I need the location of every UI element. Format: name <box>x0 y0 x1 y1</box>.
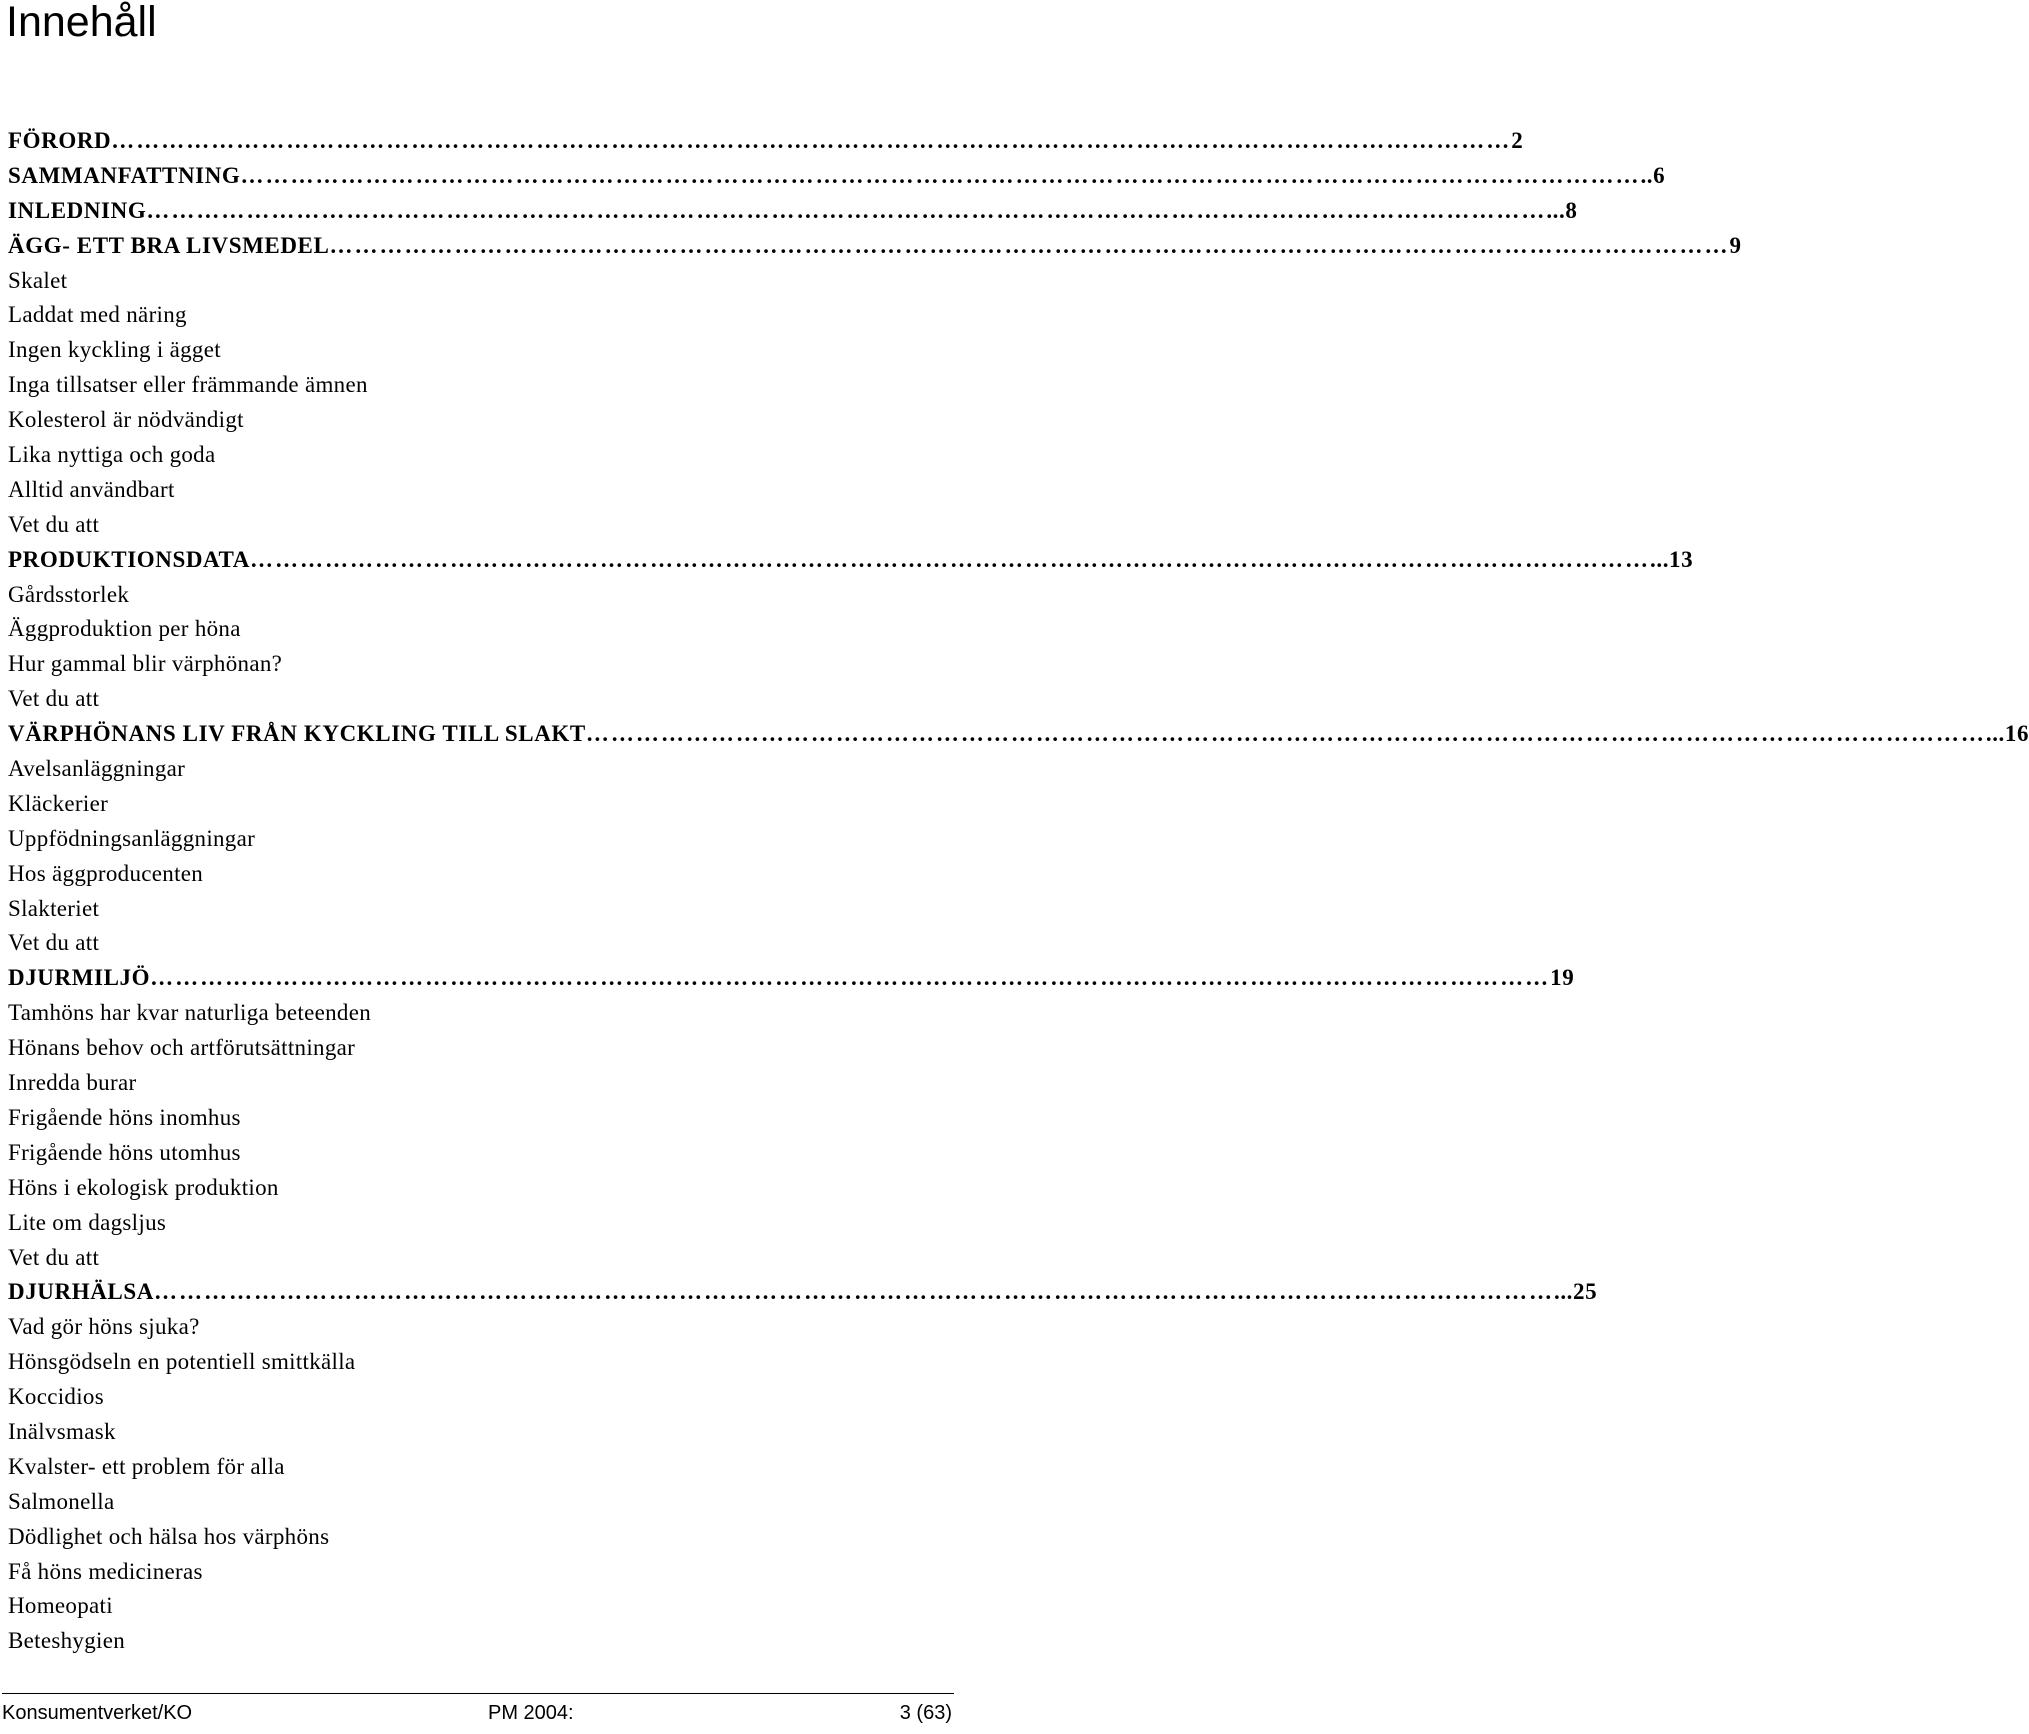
toc-subitem: Kläckerier <box>8 790 109 816</box>
toc-heading-title: ÄGG- ETT BRA LIVSMEDEL <box>8 232 330 258</box>
toc-subitem: Hönsgödseln en potentiell smittkälla <box>8 1349 356 1375</box>
toc-subitem: Kvalster- ett problem för alla <box>8 1453 285 1479</box>
toc-dot-leader: …………………………………………………………………………………………………………………………………………………… <box>111 128 1512 153</box>
footer-page-number: 3 (63) <box>899 1702 952 1724</box>
toc-heading-djurmiljo <box>8 961 1575 996</box>
toc-heading-title: INLEDNING <box>8 197 147 223</box>
toc-heading-djurhalsa <box>8 1275 1598 1310</box>
toc-subitem: Gårdsstorlek <box>8 581 130 607</box>
toc-heading-sammanfattning <box>8 159 1666 194</box>
toc-page-number: ...13 <box>1650 546 1694 572</box>
toc-heading-agg-livsmedel <box>8 229 1742 264</box>
toc-subitem: Frigående höns utomhus <box>8 1139 241 1165</box>
toc-subitem: Slakteriet <box>8 895 100 921</box>
toc-heading-inledning <box>8 194 1578 229</box>
toc-dot-leader: …………………………………………………………………………………………………………………………………………………… <box>329 232 1730 258</box>
footer-publisher: Konsumentverket/KO <box>2 1702 193 1724</box>
toc-heading-title: DJURHÄLSA <box>8 1279 154 1305</box>
toc-subitem: Inälvsmask <box>8 1418 116 1444</box>
toc-subitem: Höns i ekologisk produktion <box>8 1174 279 1200</box>
toc-dot-leader: …………………………………………………………………………………………………………………………………………………… <box>153 1279 1554 1305</box>
toc-subitem: Äggproduktion per höna <box>8 616 241 642</box>
toc-dot-leader: …………………………………………………………………………………………………………………………………………………… <box>150 965 1551 991</box>
toc-page-number: ...25 <box>1553 1279 1598 1305</box>
toc-dot-leader: …………………………………………………………………………………………………………………………………………………… <box>146 197 1547 223</box>
toc-heading-title: DJURMILJÖ <box>8 965 151 991</box>
toc-heading-title: FÖRORD <box>8 128 112 153</box>
toc-subitem: Hur gammal blir värphönan? <box>8 651 283 677</box>
toc-subitem: Alltid användbart <box>8 476 175 502</box>
toc-subitem: Vet du att <box>8 930 100 956</box>
toc-heading-varphonans-liv <box>8 717 2029 752</box>
toc-subitem: Beteshygien <box>8 1628 125 1654</box>
toc-dot-leader: …………………………………………………………………………………………………………………………………………………… <box>250 546 1650 572</box>
toc-subitem: Vet du att <box>8 686 100 712</box>
toc-subitem: Ingen kyckling i ägget <box>8 337 221 363</box>
table-of-contents <box>8 124 2029 1659</box>
page-title: Innehåll <box>6 0 157 46</box>
toc-heading-title: PRODUKTIONSDATA <box>8 546 250 572</box>
footer-divider <box>2 1693 954 1694</box>
toc-subitem: Skalet <box>8 267 68 293</box>
toc-dot-leader: …………………………………………………………………………………………………………………………………………………… <box>240 162 1641 188</box>
toc-subitem: Frigående höns inomhus <box>8 1104 241 1130</box>
toc-heading-produktionsdata <box>8 543 1694 578</box>
toc-subitem: Homeopati <box>8 1593 113 1619</box>
toc-heading-fororord <box>8 124 1524 159</box>
toc-subitem: Inga tillsatser eller främmande ämnen <box>8 372 368 398</box>
toc-subitem: Salmonella <box>8 1488 115 1514</box>
toc-subitem: Vet du att <box>8 1244 100 1270</box>
toc-heading-title: VÄRPHÖNANS LIV FRÅN KYCKLING TILL SLAKT <box>8 721 586 747</box>
toc-subitem: Avelsanläggningar <box>8 756 186 782</box>
toc-subitem: Få höns medicineras <box>8 1558 203 1584</box>
toc-subitem: Lite om dagsljus <box>8 1209 167 1235</box>
toc-page-number: ...16 <box>1985 721 2029 747</box>
toc-subitem: Hos äggproducenten <box>8 860 204 886</box>
toc-heading-title: SAMMANFATTNING <box>8 162 241 188</box>
toc-subitem: Vad gör höns sjuka? <box>8 1314 200 1340</box>
toc-subitem: Vet du att <box>8 511 100 537</box>
toc-subitem: Tamhöns har kvar naturliga beteenden <box>8 1000 371 1026</box>
toc-subitem: Hönans behov och artförutsättningar <box>8 1035 356 1061</box>
toc-page-number: ..6 <box>1640 162 1666 188</box>
toc-subitem: Laddat med näring <box>8 302 187 328</box>
toc-subitem: Kolesterol är nödvändigt <box>8 407 244 433</box>
toc-page-number: 9 <box>1729 232 1742 258</box>
toc-subitem: Uppfödningsanläggningar <box>8 825 256 851</box>
toc-subitem: Lika nyttiga och goda <box>8 442 216 468</box>
toc-page-number: ...8 <box>1546 197 1578 223</box>
toc-page-number: 2 <box>1511 128 1524 153</box>
toc-subitem: Dödlighet och hälsa hos värphöns <box>8 1523 330 1549</box>
toc-subitem: Inredda burar <box>8 1070 137 1096</box>
toc-page-number: 19 <box>1550 965 1575 991</box>
toc-subitem: Koccidios <box>8 1384 104 1410</box>
toc-dot-leader: …………………………………………………………………………………………………………………………………………………… <box>585 721 1986 747</box>
footer-document-id: PM 2004: <box>488 1702 574 1724</box>
